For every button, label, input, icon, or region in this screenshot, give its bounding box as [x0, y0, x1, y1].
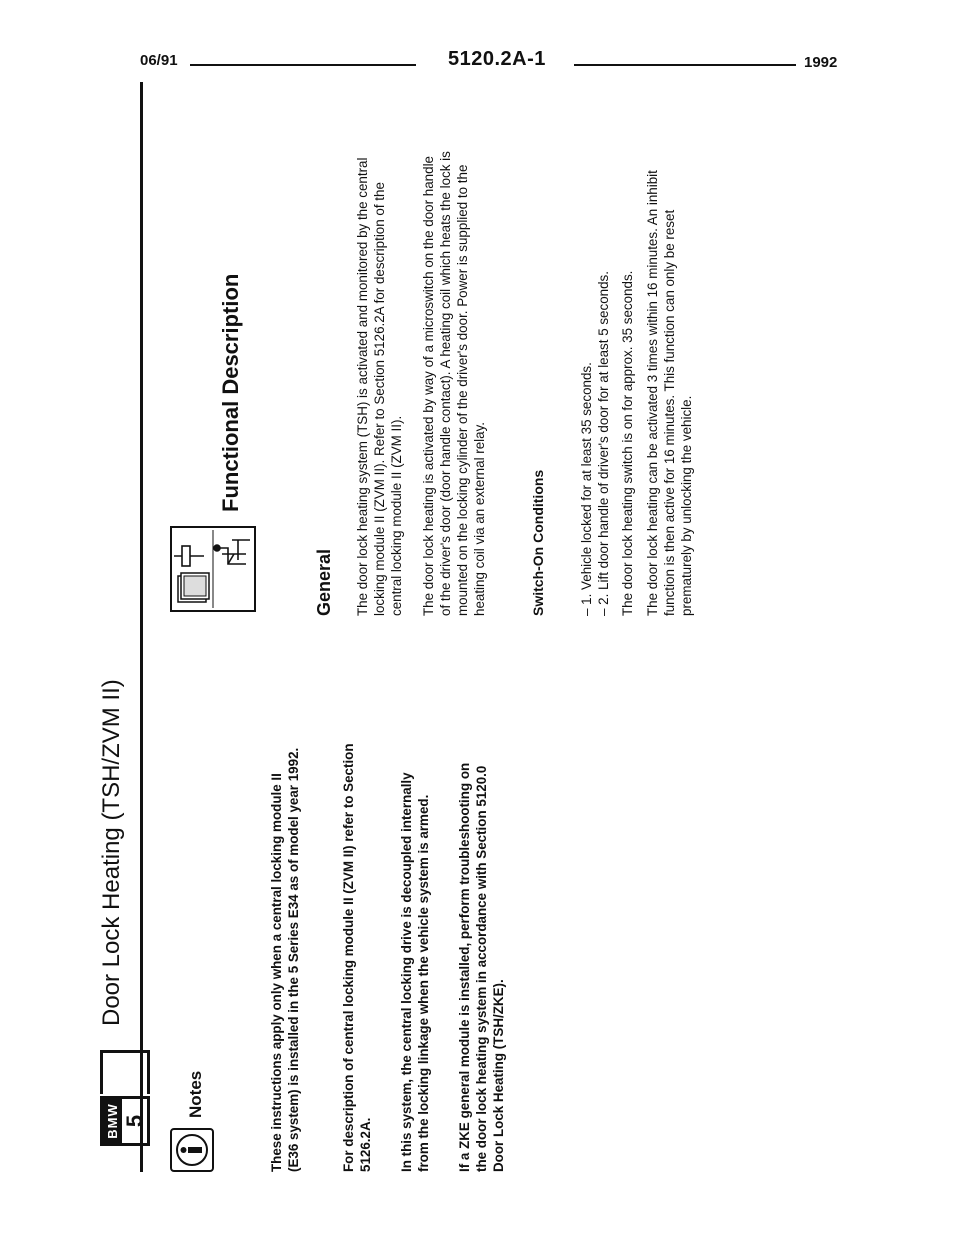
switch-on-heading: Switch-On Conditions	[530, 469, 546, 616]
header-section-code: 5120.2A-1	[448, 48, 546, 70]
logo-brand: BMW	[103, 1099, 122, 1143]
note-paragraph: If a ZKE general module is installed, perform troubleshooting on the door lock heating system in accordance with Section 5120.0 Door Lock Heating (TSH/ZKE).	[457, 762, 506, 1172]
switch-on-paragraph: The door lock heating can be activated 3 times within 16 minutes. An inhibit function is then active for 16 minutes. This function can only be reset prematurely by unlocking the vehicle.	[645, 170, 694, 616]
note-paragraph: In this system, the central locking drive is decoupled internally from the locking linkage when the vehicle system is armed.	[399, 772, 431, 1172]
note-paragraph: For description of central locking module II (ZVM II) refer to Section 5126.2A.	[341, 743, 373, 1172]
note-paragraph: These instructions apply only when a central locking module II (E36 system) is installed in the 5 Series E34 as of model year 1992.	[269, 747, 301, 1172]
logo-empty-box	[100, 1050, 150, 1094]
general-heading: General	[314, 548, 334, 616]
general-paragraph: The door lock heating system (TSH) is activated and monitored by the central locking module II (ZVM II). Refer to Section 5126.2A for description of the central locking module II (ZVM II).	[355, 157, 404, 616]
notes-heading: Notes	[186, 1070, 205, 1118]
switch-on-paragraph: The door lock heating switch is on for approx. 35 seconds.	[620, 270, 635, 616]
header-year: 1992	[804, 54, 838, 71]
info-icon	[170, 1128, 214, 1172]
page-title: Door Lock Heating (TSH/ZVM II)	[98, 679, 125, 1026]
section-title: Functional Description	[218, 273, 243, 512]
general-paragraph: The door lock heating is activated by way of a microswitch on the door handle of the driver's door (door handle contact). A heating coil which heats the lock is mounted on the locking cylinder of the driver's door. Power is supplied to the heating coil via an external relay.	[421, 151, 487, 616]
logo-series: 5	[122, 1114, 147, 1128]
header-date: 06/91	[140, 52, 178, 69]
bmw-series-logo	[100, 1096, 150, 1146]
circuit-diagram-icon	[170, 526, 256, 612]
title-rule	[140, 112, 142, 1092]
switch-on-item: – 1. Vehicle locked for at least 35 seconds.	[579, 362, 594, 616]
switch-on-item: – 2. Lift door handle of driver's door for at least 5 seconds.	[596, 271, 611, 616]
